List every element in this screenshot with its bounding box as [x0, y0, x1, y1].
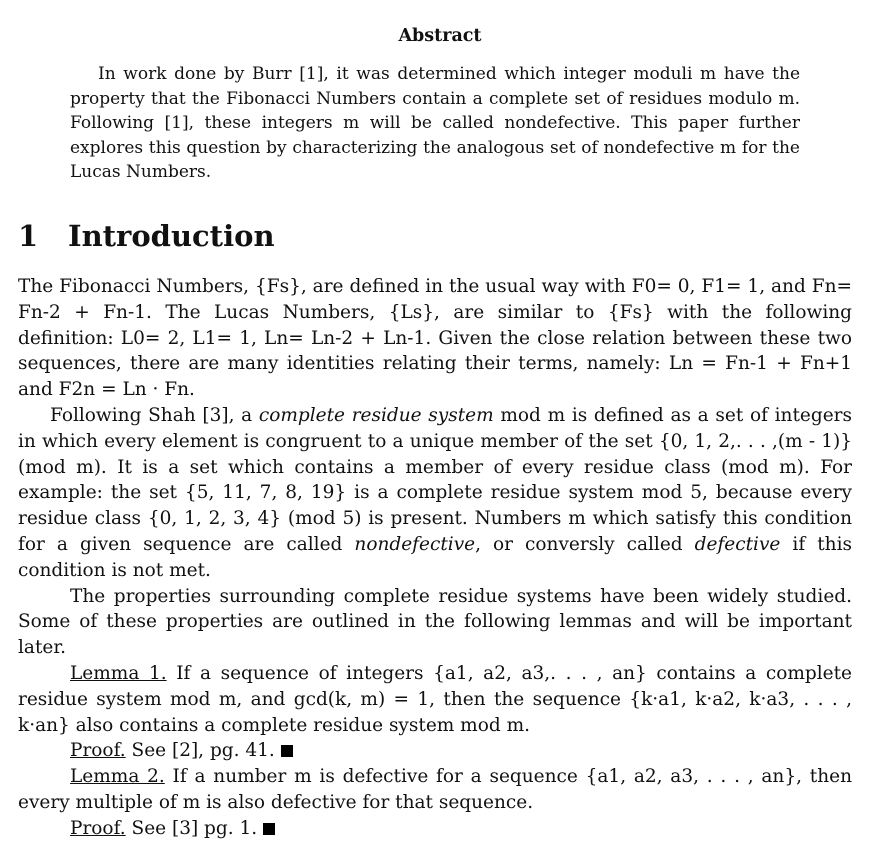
- lemma-1: Lemma 1. If a sequence of integers {a1, a2, a3,. . . , an} contains a complete residue system mod m, and gcd(k, m) = 1, then the sequence {k·a1, k·a2, k·a3, . . . , k·an} also contains a complete residue system mod m.: [18, 662, 852, 736]
- paragraph-fibonacci-definition: The Fibonacci Numbers, {Fs}, are defined in the usual way with F0= 0, F1= 1, and Fn= Fn-2 + Fn-1. The Lucas Numbers, {Ls}, are similar to {Fs} with the following definition: L0= 2, L1= 1, Ln= Ln-2 + Ln-1. Given the close relation between these two sequences, there are many identities relating their terms, namely: Ln = Fn-1 + Fn+1 and F2n = Ln · Fn.: [18, 276, 852, 401]
- paragraph-complete-residue: Following Shah [3], a complete residue system mod m is defined as a set of integers in which every element is congruent to a unique member of the set {0, 1, 2,. . . ,(m - 1)} (mod m). It is a set which contains a member of every residue class (mod m). For example: the set {5, 11, 7, 8, 19} is a complete residue system mod 5, because every residue class {0, 1, 2, 3, 4} (mod 5) is present. Numbers m which satisfy this condition for a given sequence are called nondefective, or conversly called defective if this condition is not met.: [18, 404, 852, 581]
- term-complete-residue-system: complete residue system: [258, 404, 494, 426]
- term-nondefective: nondefective: [354, 533, 476, 555]
- qed-square-icon: [263, 823, 275, 835]
- section-body: [18, 274, 852, 842]
- term-defective: defective: [694, 533, 781, 555]
- proof-1: Proof. See [2], pg. 41.: [18, 738, 852, 764]
- qed-square-icon: [281, 745, 293, 757]
- proof-1-label: Proof.: [70, 740, 126, 762]
- abstract-title: Abstract: [398, 26, 482, 46]
- paragraph-properties: The properties surrounding complete residue systems have been widely studied. Some of these properties are outlined in the following lemmas and will be important later.: [18, 585, 852, 659]
- abstract-body: In work done by Burr [1], it was determined which integer moduli m have the property that the Fibonacci Numbers contain a complete set of residues modulo m. Following [1], these integers m will be called nondefective. This paper further explores this question by characterizing the analogous set of nondefective m for the Lucas Numbers.: [70, 64, 800, 182]
- section-heading: [18, 218, 275, 254]
- lemma-2-label: Lemma 2.: [70, 766, 165, 788]
- section-number: 1: [18, 219, 39, 253]
- lemma-2: Lemma 2. If a number m is defective for a sequence {a1, a2, a3, . . . , an}, then every multiple of m is also defective for that sequence.: [18, 766, 852, 813]
- lemma-1-label: Lemma 1.: [70, 662, 167, 684]
- section-title: Introduction: [68, 219, 275, 253]
- proof-2-label: Proof.: [70, 817, 126, 839]
- proof-2: Proof. See [3] pg. 1.: [18, 816, 852, 842]
